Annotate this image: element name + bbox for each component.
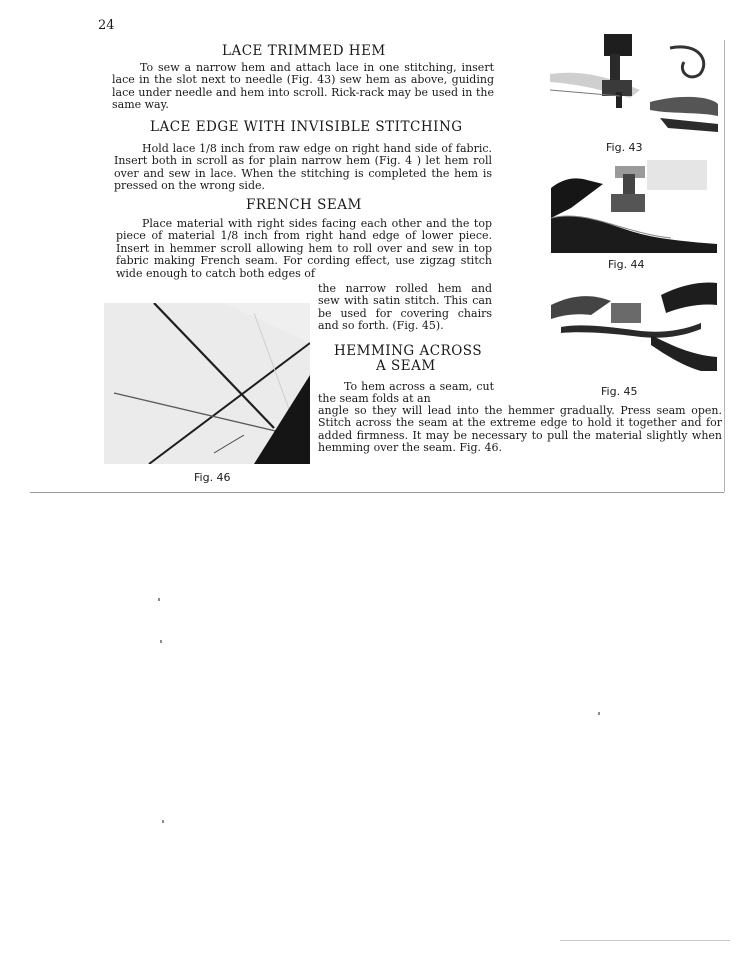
scan-speck: [162, 820, 164, 823]
heading-a-seam: A SEAM: [376, 358, 436, 374]
paragraph-french-seam: Place material with right sides facing each other and the top piece of material 1/8 inch from right hand edge of lower piece. Insert in hemmer scroll allowing hem to roll over and sew in top fabric making French seam. For cording effect, use zigzag stitch wide enough to catch both edges of: [116, 217, 492, 280]
scan-bottom-line: [560, 940, 730, 941]
figure-44-image: [551, 158, 717, 253]
heading-lace-edge: LACE EDGE WITH INVISIBLE STITCHING: [150, 119, 463, 135]
caption-fig-46: Fig. 46: [194, 471, 231, 484]
scan-edge-line: [30, 492, 724, 493]
caption-fig-43: Fig. 43: [606, 141, 643, 154]
heading-french-seam: FRENCH SEAM: [246, 197, 362, 213]
caption-fig-45: Fig. 45: [601, 385, 638, 398]
figure-43-image: [550, 32, 718, 134]
paragraph-hemming-across-continued: angle so they will lead into the hemmer gradually. Press seam open. Stitch across the seam at the extreme edge to hold it together and for added firmness. It may be necessary to pull the material slightly when hemming over the seam. Fig. 46.: [318, 404, 722, 455]
page-number: 24: [98, 18, 115, 33]
scan-edge-vertical: [724, 40, 725, 492]
scan-speck: [598, 712, 600, 715]
caption-fig-44: Fig. 44: [608, 258, 645, 271]
scan-speck: [160, 640, 162, 643]
heading-hemming-across: HEMMING ACROSS: [334, 343, 483, 359]
paragraph-lace-edge: Hold lace 1/8 inch from raw edge on right hand side of fabric. Insert both in scroll as for plain narrow hem (Fig. 4 ) let hem roll over and sew in lace. When the stitching is completed the hem is pressed on the wrong side.: [114, 142, 492, 193]
paragraph-lace-trimmed-hem: To sew a narrow hem and attach lace in one stitching, insert lace in the slot next to needle (Fig. 43) sew hem as above, guiding lace under needle and hem into scroll. Rick-rack may be used in the same way.: [112, 61, 494, 112]
figure-46-image: [104, 303, 310, 464]
scan-speck: [158, 598, 160, 601]
paragraph-french-seam-continued: the narrow rolled hem and sew with satin stitch. This can be used for covering chairs and so forth. (Fig. 45).: [318, 282, 492, 333]
paragraph-hemming-across: To hem across a seam, cut the seam folds at an: [318, 380, 494, 406]
heading-lace-trimmed-hem: LACE TRIMMED HEM: [222, 43, 386, 59]
figure-45-image: [551, 275, 717, 371]
